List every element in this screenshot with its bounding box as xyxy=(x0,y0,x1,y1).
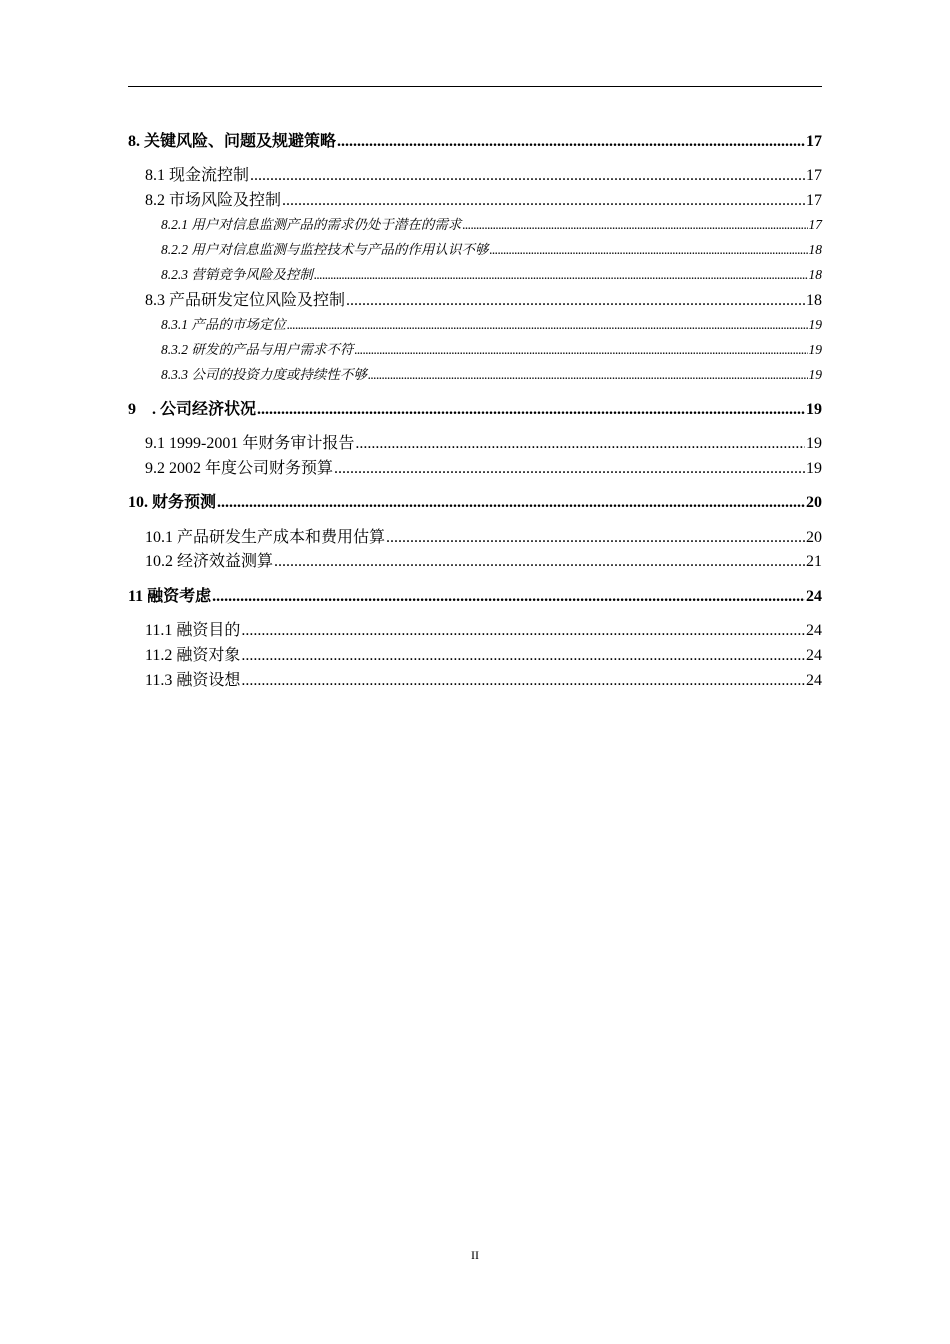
toc-entry[interactable] xyxy=(145,162,822,185)
toc-dot-leader xyxy=(217,494,805,512)
toc-entry-title: 8.3.3 公司的投资力度或持续性不够 xyxy=(161,367,367,382)
toc-entry-page: 19 xyxy=(806,401,822,418)
toc-entry[interactable] xyxy=(161,263,822,283)
toc-entry-page: 20 xyxy=(806,529,822,546)
toc-entry-page: 17 xyxy=(806,133,822,150)
toc-entry-title: 8.3.1 产品的市场定位 xyxy=(161,317,286,332)
toc-entry-title: 8. 关键风险、问题及规避策略 xyxy=(128,133,337,150)
toc-dot-leader xyxy=(337,133,805,151)
toc-dot-leader xyxy=(354,342,807,358)
toc-entry-title: 8.1 现金流控制 xyxy=(145,167,250,184)
toc-dot-leader xyxy=(282,192,805,210)
toc-entry-title: 8.2.2 用户对信息监测与监控技术与产品的作用认识不够 xyxy=(161,242,489,257)
toc-dot-leader xyxy=(334,460,805,478)
toc-entry[interactable] xyxy=(145,617,822,640)
toc-entry-page: 18 xyxy=(806,292,822,309)
toc-entry-title: 8.2 市场风险及控制 xyxy=(145,192,282,209)
toc-entry-page: 18 xyxy=(808,267,822,282)
page-number: II xyxy=(471,1248,479,1262)
toc-entry-title: 11.2 融资对象 xyxy=(145,647,241,664)
header-rule xyxy=(128,86,822,87)
toc-dot-leader xyxy=(314,267,808,283)
toc-dot-leader xyxy=(287,317,808,333)
toc-entry-title: 8.3.2 研发的产品与用户需求不符 xyxy=(161,342,354,357)
toc-dot-leader xyxy=(274,553,805,571)
toc-entry[interactable] xyxy=(161,238,822,258)
toc-entry[interactable] xyxy=(145,430,822,453)
toc-dot-leader xyxy=(241,622,805,640)
toc-entry-page: 21 xyxy=(806,553,822,570)
toc-entry-page: 19 xyxy=(808,317,822,332)
toc-entry-title: 11.3 融资设想 xyxy=(145,672,241,689)
toc-entry[interactable] xyxy=(128,396,822,419)
toc-entry[interactable] xyxy=(128,128,822,151)
toc-entry[interactable] xyxy=(128,489,822,512)
toc-entry[interactable] xyxy=(145,548,822,571)
toc-dot-leader xyxy=(462,217,807,233)
toc-entry-title: 8.2.3 营销竞争风险及控制 xyxy=(161,267,313,282)
toc-entry-title: 10. 财务预测 xyxy=(128,494,217,511)
toc-dot-leader xyxy=(212,588,805,606)
toc-entry[interactable] xyxy=(145,642,822,665)
toc-dot-leader xyxy=(257,401,805,419)
toc-entry[interactable] xyxy=(145,667,822,690)
toc-entry[interactable] xyxy=(145,287,822,310)
toc-entry-page: 19 xyxy=(808,342,822,357)
toc-dot-leader xyxy=(346,292,805,310)
toc-entry[interactable] xyxy=(128,583,822,606)
toc-entry[interactable] xyxy=(161,313,822,333)
toc-entry-page: 20 xyxy=(806,494,822,511)
toc-entry[interactable] xyxy=(145,455,822,478)
toc-dot-leader xyxy=(241,647,805,665)
toc-entry[interactable] xyxy=(161,338,822,358)
toc-entry-page: 19 xyxy=(806,460,822,477)
toc-entry-title: 11 融资考虑 xyxy=(128,588,212,605)
toc-entry-title: 11.1 融资目的 xyxy=(145,622,241,639)
toc-entry-page: 18 xyxy=(808,242,822,257)
toc-entry-page: 19 xyxy=(808,367,822,382)
toc-entry-page: 17 xyxy=(806,167,822,184)
toc-entry-page: 24 xyxy=(806,672,822,689)
toc-entry-page: 19 xyxy=(806,435,822,452)
toc-entry[interactable] xyxy=(161,363,822,383)
toc-entry-title: 9.2 2002 年度公司财务预算 xyxy=(145,460,334,477)
toc-dot-leader xyxy=(386,529,805,547)
toc-entry-page: 17 xyxy=(806,192,822,209)
toc-entry[interactable] xyxy=(145,524,822,547)
toc-dot-leader xyxy=(355,435,805,453)
toc-entry-page: 24 xyxy=(806,622,822,639)
toc-dot-leader xyxy=(368,367,808,383)
toc-entry[interactable] xyxy=(145,187,822,210)
toc-entry-page: 17 xyxy=(808,217,822,232)
toc-entry[interactable] xyxy=(161,213,822,233)
toc-entry-title: 9.1 1999-2001 年财务审计报告 xyxy=(145,435,355,452)
toc-dot-leader xyxy=(489,242,807,258)
toc-dot-leader xyxy=(250,167,805,185)
toc-dot-leader xyxy=(241,672,805,690)
toc-entry-title: 10.2 经济效益测算 xyxy=(145,553,274,570)
toc-entry-title: 9 . 公司经济状况 xyxy=(128,401,257,418)
toc-entry-title: 8.2.1 用户对信息监测产品的需求仍处于潜在的需求 xyxy=(161,217,462,232)
toc-entry-title: 10.1 产品研发生产成本和费用估算 xyxy=(145,529,386,546)
toc-entry-page: 24 xyxy=(806,588,822,605)
toc-entry-page: 24 xyxy=(806,647,822,664)
toc-entry-title: 8.3 产品研发定位风险及控制 xyxy=(145,292,346,309)
